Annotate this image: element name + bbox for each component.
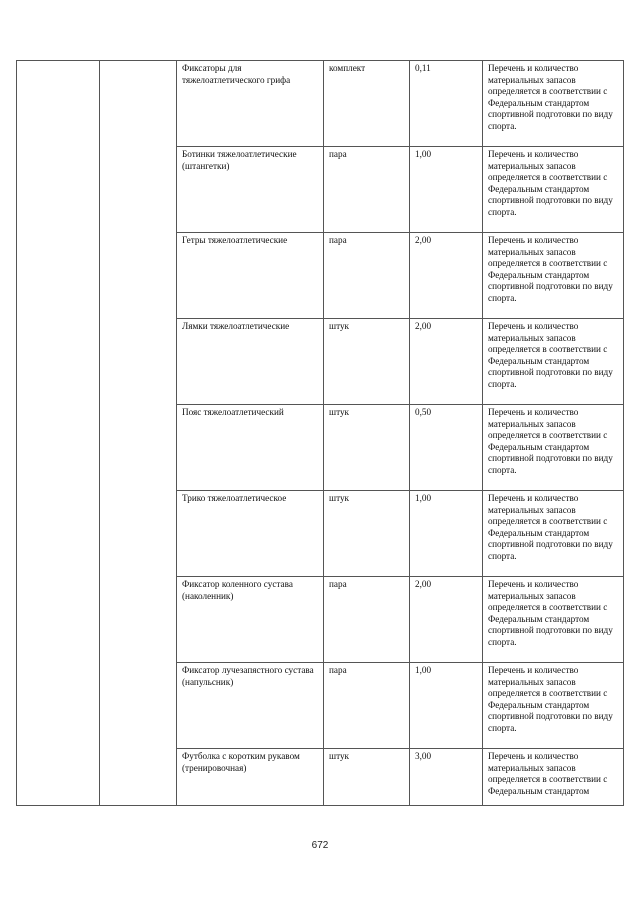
item-quantity: 1,00: [410, 147, 483, 233]
item-quantity: 1,00: [410, 491, 483, 577]
item-name: Лямки тяжелоатлетические: [177, 319, 324, 405]
empty-cell-col1: [17, 61, 100, 806]
item-unit: пара: [324, 147, 410, 233]
item-unit: комплект: [324, 61, 410, 147]
item-note: Перечень и количество материальных запасов определяется в соответствии с Федеральным стандартом спортивной подготовки по виду спорта.: [483, 233, 624, 319]
item-note: Перечень и количество материальных запасов определяется в соответствии с Федеральным стандартом спортивной подготовки по виду спорта.: [483, 319, 624, 405]
item-unit: штук: [324, 319, 410, 405]
item-unit: пара: [324, 663, 410, 749]
item-quantity: 2,00: [410, 233, 483, 319]
item-unit: штук: [324, 491, 410, 577]
item-quantity: 1,00: [410, 663, 483, 749]
item-unit: пара: [324, 577, 410, 663]
item-name: Гетры тяжелоатлетические: [177, 233, 324, 319]
item-name: Ботинки тяжелоатлетические (штангетки): [177, 147, 324, 233]
item-note: Перечень и количество материальных запасов определяется в соответствии с Федеральным стандартом спортивной подготовки по виду спорта.: [483, 491, 624, 577]
item-name: Фиксатор лучезапястного сустава (напульсник): [177, 663, 324, 749]
item-name: Пояс тяжелоатлетический: [177, 405, 324, 491]
item-quantity: 3,00: [410, 749, 483, 806]
item-unit: штук: [324, 749, 410, 806]
item-note: Перечень и количество материальных запасов определяется в соответствии с Федеральным стандартом спортивной подготовки по виду спорта.: [483, 663, 624, 749]
item-note: Перечень и количество материальных запасов определяется в соответствии с Федеральным стандартом спортивной подготовки по виду спорта.: [483, 147, 624, 233]
materials-table: [16, 60, 624, 806]
empty-cell-col2: [100, 61, 177, 806]
item-name: Трико тяжелоатлетическое: [177, 491, 324, 577]
item-note: Перечень и количество материальных запасов определяется в соответствии с Федеральным стандартом спортивной подготовки по виду спорта.: [483, 61, 624, 147]
item-name: Фиксатор коленного сустава (наколенник): [177, 577, 324, 663]
item-note: Перечень и количество материальных запасов определяется в соответствии с Федеральным стандартом спортивной подготовки по виду спорта.: [483, 405, 624, 491]
item-unit: штук: [324, 405, 410, 491]
item-quantity: 0,50: [410, 405, 483, 491]
item-note: Перечень и количество материальных запасов определяется в соответствии с Федеральным стандартом спортивной подготовки по виду спорта.: [483, 577, 624, 663]
item-quantity: 2,00: [410, 319, 483, 405]
item-unit: пара: [324, 233, 410, 319]
item-name: Футболка с коротким рукавом (тренировочная): [177, 749, 324, 806]
table-row: [17, 61, 624, 147]
item-quantity: 2,00: [410, 577, 483, 663]
item-name: Фиксаторы для тяжелоатлетического грифа: [177, 61, 324, 147]
item-note: Перечень и количество материальных запасов определяется в соответствии с Федеральным стандартом: [483, 749, 624, 806]
item-quantity: 0,11: [410, 61, 483, 147]
page-number: 672: [311, 840, 329, 851]
